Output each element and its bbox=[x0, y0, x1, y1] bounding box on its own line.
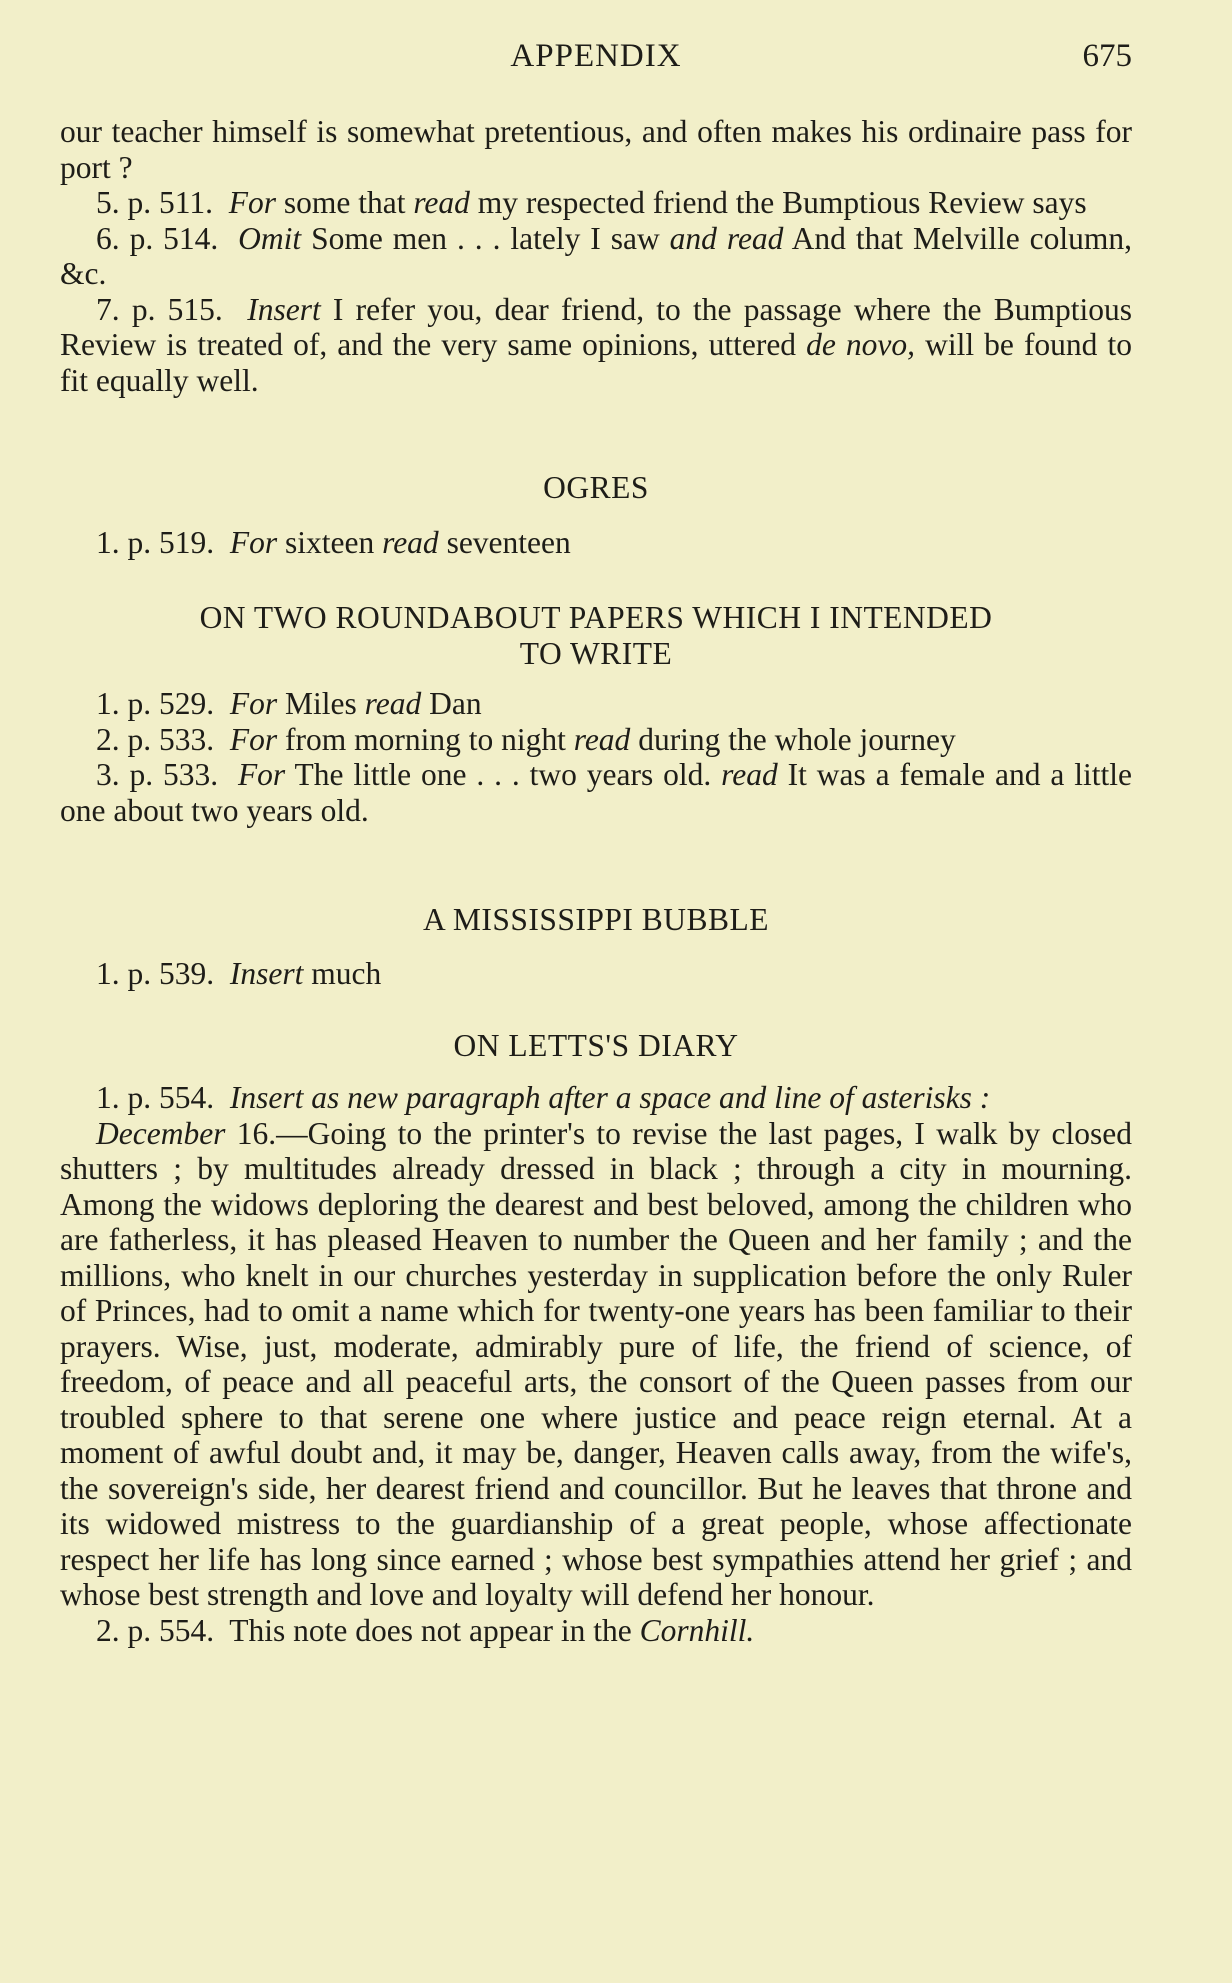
section-roundabout-notes bbox=[60, 686, 1132, 828]
section-mississippi-bubble bbox=[60, 902, 1132, 938]
note-italic: read bbox=[382, 525, 439, 560]
note-italic: Cornhill. bbox=[639, 1612, 755, 1648]
note-text: And that Melville column, &c. bbox=[60, 220, 1133, 291]
note-italic: read bbox=[413, 185, 470, 220]
note-1-p529 bbox=[60, 686, 1132, 722]
continuation-paragraph: our teacher himself is somewhat pretentious, and often makes his ordinaire pass for port ? bbox=[60, 114, 1132, 185]
note-text: Dan bbox=[421, 686, 482, 721]
note-italic: read bbox=[573, 721, 631, 757]
note-italic: For bbox=[228, 185, 276, 220]
note-italic: December bbox=[96, 1115, 226, 1151]
section-mississippi-notes bbox=[60, 956, 1132, 992]
note-italic: Omit bbox=[238, 220, 302, 256]
note-italic: read bbox=[721, 757, 778, 792]
note-ref: 1. p. 539. bbox=[96, 956, 215, 991]
note-italic: For bbox=[237, 757, 286, 792]
section-ogres bbox=[60, 470, 1132, 506]
continuation-block bbox=[60, 114, 1132, 398]
note-1-p554 bbox=[60, 1080, 1132, 1116]
note-text: will be found to fit equally well. bbox=[60, 327, 1132, 398]
note-text: I refer you, dear friend, to the passage where the Bumptious Review is treated of, and the very same opinions, uttered bbox=[60, 291, 1132, 362]
note-italic: read bbox=[364, 686, 422, 721]
section-heading: ON LETTS'S DIARY bbox=[453, 1028, 739, 1063]
note-ref: 1. p. 554. bbox=[96, 1080, 215, 1115]
running-head bbox=[60, 38, 1132, 82]
note-italic: For bbox=[229, 721, 278, 757]
note-ref: 5. p. 511. bbox=[96, 185, 213, 220]
note-italic: Insert bbox=[247, 291, 321, 327]
note-ref: 2. p. 533. bbox=[96, 721, 215, 757]
note-1-p539 bbox=[60, 956, 1132, 992]
note-ref: 1. p. 519. bbox=[96, 525, 215, 560]
note-1-p519 bbox=[60, 525, 1132, 561]
note-text: 16.—Going to the printer's to revise the last pages, I walk by closed shutters ; by multitudes already dressed in black ; through a city in mourning. Among the widows deploring the dearest and best beloved, among the children who are fatherless, it has pleased Heaven to number the Queen and her family ; and the millions, who knelt in our churches yesterday in supplication before the only Ruler of Princes, had to omit a name which for twenty-one years has been familiar to their prayers. Wise, just, moderate, admirably pure of life, the friend of science, of freedom, of peace and all peaceful arts, the consort of the Queen passes from our troubled sphere to that serene one where justice and peace reign eternal. At a moment of awful doubt and, it may be, danger, Heaven calls away, from the wife's, the sovereign's side, her dearest friend and councillor. But he leaves that throne and its widowed mistress to the guardianship of a great people, whose affectionate respect her life has long since earned ; whose best sympathies attend her grief ; and whose best strength and love and loyalty will defend her honour. bbox=[60, 1115, 1132, 1612]
note-text: sixteen bbox=[277, 525, 383, 560]
section-roundabout-papers bbox=[60, 600, 1132, 671]
note-text: It was a female and a little one about two years old. bbox=[60, 757, 1133, 828]
note-text: seventeen bbox=[438, 525, 571, 560]
note-ref: 3. p. 533. bbox=[96, 757, 219, 792]
note-italic: Insert bbox=[229, 956, 304, 991]
section-ogres-notes bbox=[60, 525, 1132, 561]
note-ref: 1. p. 529. bbox=[96, 686, 215, 721]
section-heading: OGRES bbox=[543, 470, 649, 505]
note-text: Miles bbox=[277, 686, 365, 721]
note-text: during the whole journey bbox=[630, 721, 956, 757]
note-2-p554 bbox=[60, 1613, 1132, 1649]
section-letts-notes bbox=[60, 1080, 1132, 1648]
note-6-p514 bbox=[60, 221, 1132, 292]
note-text: some that bbox=[275, 185, 414, 220]
page-number: 675 bbox=[1082, 38, 1132, 74]
note-7-p515 bbox=[60, 292, 1132, 399]
section-heading: ON TWO ROUNDABOUT PAPERS WHICH I INTENDED bbox=[199, 600, 993, 635]
note-italic: and read bbox=[669, 220, 784, 256]
section-heading-line2: TO WRITE bbox=[519, 635, 673, 671]
note-italic: For bbox=[229, 686, 278, 721]
note-text: This note does not appear in the bbox=[222, 1612, 640, 1648]
note-text: my respected friend the Bumptious Review says bbox=[469, 185, 1087, 220]
note-italic: For bbox=[229, 525, 278, 560]
section-letts-diary bbox=[60, 1028, 1132, 1064]
note-3-p533 bbox=[60, 757, 1132, 828]
note-italic: de novo, bbox=[806, 327, 916, 362]
note-ref: 7. p. 515. bbox=[96, 291, 223, 327]
note-5-p511 bbox=[60, 185, 1132, 221]
note-ref: 6. p. 514. bbox=[96, 220, 219, 256]
note-text: Some men . . . lately I saw bbox=[301, 220, 670, 256]
section-heading: A MISSISSIPPI BUBBLE bbox=[422, 902, 770, 937]
note-ref: 2. p. 554. bbox=[96, 1612, 215, 1648]
note-text: much bbox=[303, 956, 382, 991]
note-text: The little one . . . two years old. bbox=[285, 757, 722, 792]
note-text: from morning to night bbox=[277, 721, 574, 757]
diary-passage bbox=[60, 1116, 1132, 1613]
running-title: APPENDIX bbox=[510, 38, 682, 74]
note-2-p533 bbox=[60, 722, 1132, 758]
note-italic: Insert as new paragraph after a space and line of asterisks : bbox=[229, 1080, 991, 1115]
